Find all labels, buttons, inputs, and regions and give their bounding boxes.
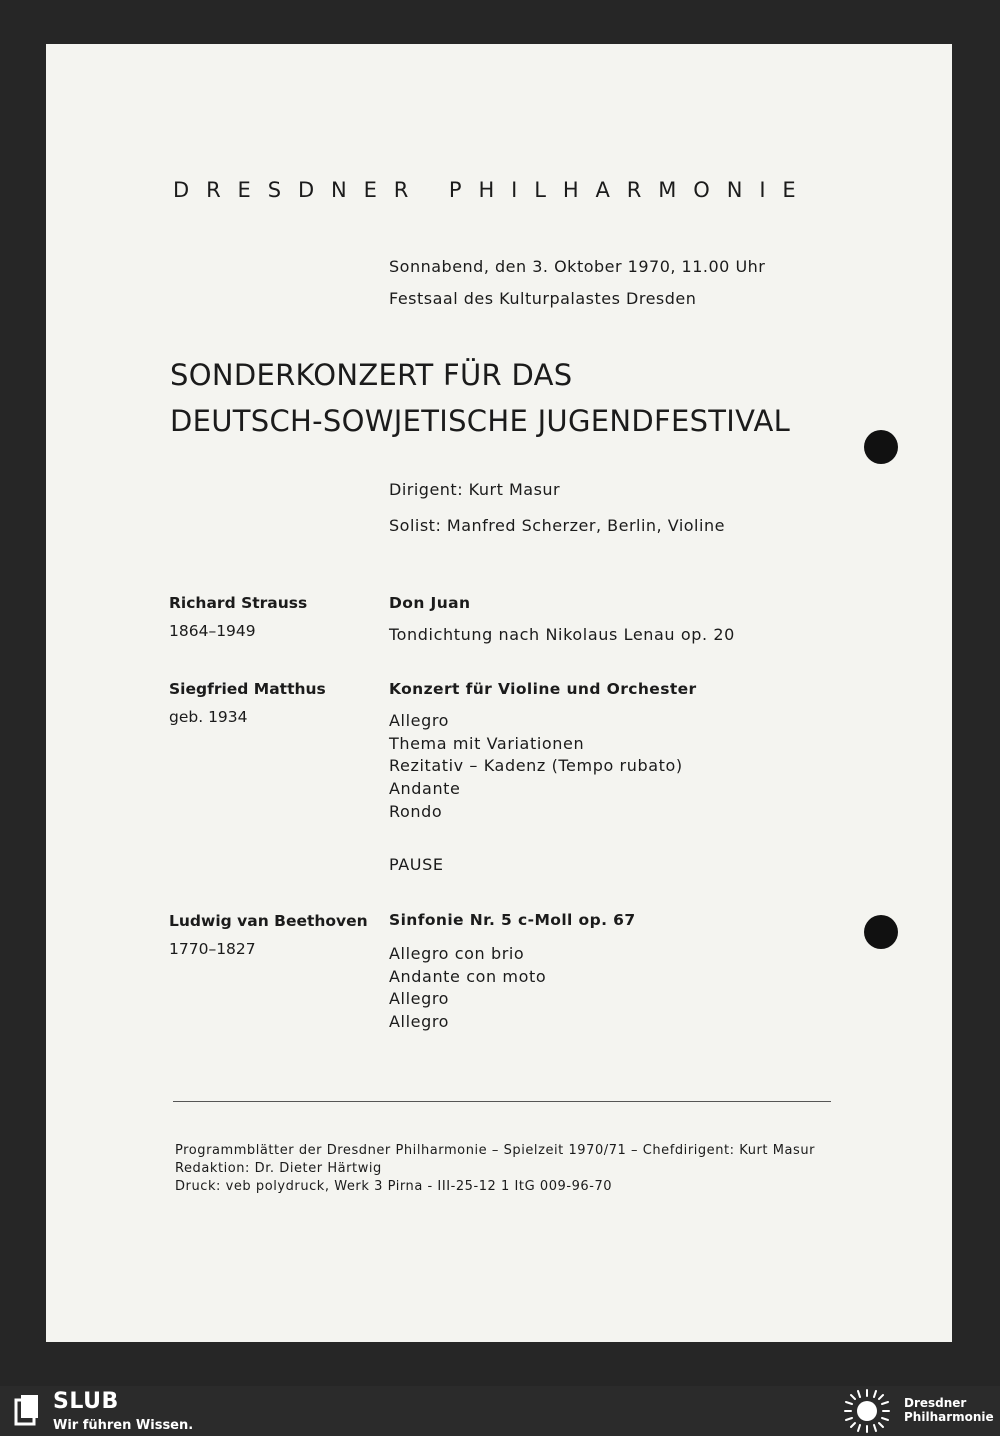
intermission-label: PAUSE xyxy=(389,855,444,874)
movement: Allegro con brio xyxy=(389,944,525,963)
slub-name: SLUB xyxy=(53,1389,119,1414)
composer-years: 1770–1827 xyxy=(169,940,256,958)
work-subtitle: Tondichtung nach Nikolaus Lenau op. 20 xyxy=(389,625,735,644)
conductor-line: Dirigent: Kurt Masur xyxy=(389,480,561,499)
footer-line: Druck: veb polydruck, Werk 3 Pirna - III-25-12 1 ItG 009-96-70 xyxy=(175,1179,613,1194)
divider-rule xyxy=(173,1101,831,1102)
composer-name: Ludwig van Beethoven xyxy=(169,912,368,930)
movement: Rezitativ – Kadenz (Tempo rubato) xyxy=(389,756,683,775)
composer-years: 1864–1949 xyxy=(169,622,256,640)
footer-line: Programmblätter der Dresdner Philharmonie – Spielzeit 1970/71 – Chefdirigent: Kurt Masur xyxy=(175,1143,816,1158)
footer-line: Redaktion: Dr. Dieter Härtwig xyxy=(175,1161,382,1176)
movement: Allegro xyxy=(389,989,450,1008)
program-sheet xyxy=(46,44,952,1342)
venue-line: Festsaal des Kulturpalastes Dresden xyxy=(389,289,697,308)
organization-heading: DRESDNER PHILHARMONIE xyxy=(173,178,813,202)
work-title: Don Juan xyxy=(389,594,471,612)
partner-name-line1: Dresdner xyxy=(904,1396,967,1410)
date-line: Sonnabend, den 3. Oktober 1970, 11.00 Uhr xyxy=(389,257,766,276)
concert-title-line2: DEUTSCH-SOWJETISCHE JUGENDFESTIVAL xyxy=(170,404,791,438)
composer-years: geb. 1934 xyxy=(169,708,248,726)
movement: Thema mit Variationen xyxy=(389,734,585,753)
composer-name: Siegfried Matthus xyxy=(169,680,326,698)
work-title: Konzert für Violine und Orchester xyxy=(389,680,697,698)
movement: Allegro xyxy=(389,1012,450,1031)
bottom-bar xyxy=(0,1386,1000,1436)
work-title: Sinfonie Nr. 5 c-Moll op. 67 xyxy=(389,911,636,929)
movement: Andante con moto xyxy=(389,967,547,986)
soloist-line: Solist: Manfred Scherzer, Berlin, Violine xyxy=(389,516,725,535)
slub-tagline: Wir führen Wissen. xyxy=(53,1418,194,1433)
punch-hole xyxy=(864,915,898,949)
movement: Rondo xyxy=(389,802,443,821)
punch-hole xyxy=(864,430,898,464)
movement: Andante xyxy=(389,779,461,798)
book-icon xyxy=(14,1394,40,1426)
sunburst-logo-icon xyxy=(842,1388,892,1434)
partner-name xyxy=(904,1396,994,1424)
concert-title-line1: SONDERKONZERT FÜR DAS xyxy=(170,358,573,392)
composer-name: Richard Strauss xyxy=(169,594,308,612)
partner-name-line2: Philharmonie xyxy=(904,1410,994,1424)
movement: Allegro xyxy=(389,711,450,730)
